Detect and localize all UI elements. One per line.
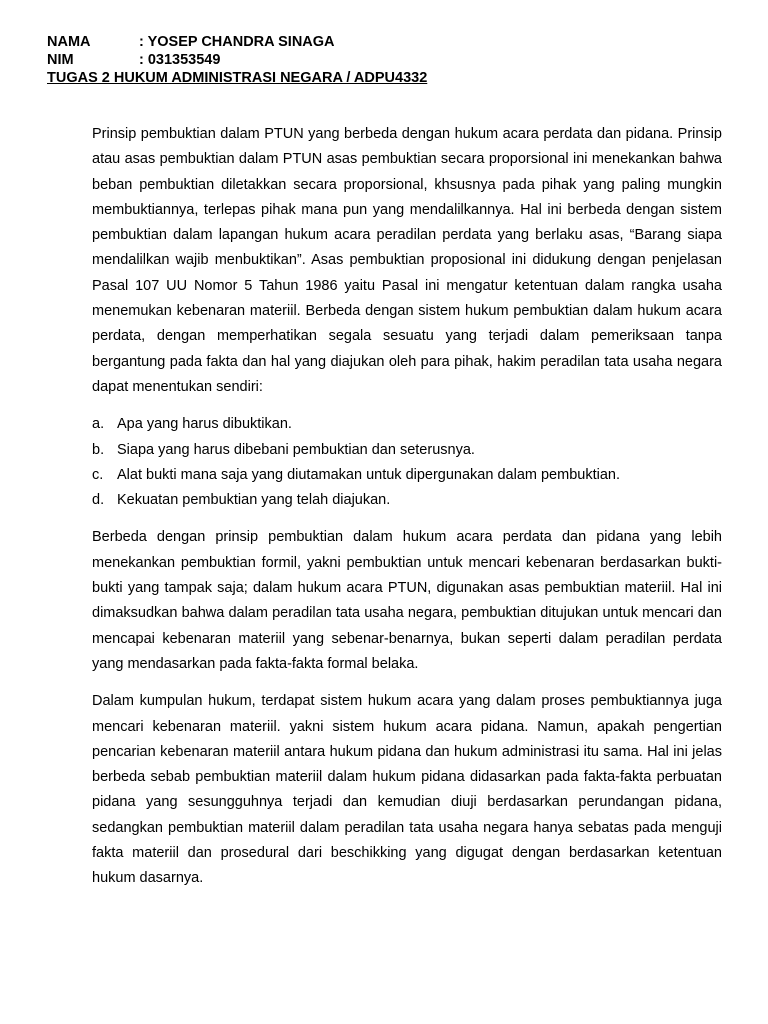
list-item [92,412,722,437]
student-header [47,33,427,87]
name-row [47,33,427,51]
list-marker: b. [92,441,105,458]
list-item-text: Kekuatan pembuktian yang telah diajukan. [117,492,391,509]
list-marker: c. [92,466,104,483]
list-marker: a. [92,416,105,433]
assignment-title: TUGAS 2 HUKUM ADMINISTRASI NEGARA / ADPU4332 [47,70,428,86]
nim-row [47,51,427,69]
list-item-text: Siapa yang harus dibebani pembuktian dan seterusnya. [117,441,475,458]
name-label: NAMA [47,34,91,50]
list-item [92,438,722,463]
nim-value: : 031353549 [139,52,221,68]
list-item [92,488,722,513]
paragraph: Berbeda dengan prinsip pembuktian dalam hukum acara perdata dan pidana yang lebih menekankan pembuktian formil, yakni pembuktian untuk mencari kebenaran berdasarkan bukti-bukti yang tampak saja; dalam hukum acara PTUN, digunakan asas pembuktian materiil. Hal ini dimaksudkan bahwa dalam peradilan tata usaha negara, pembuktian ditujukan untuk mencari dan mencapai kebenaran materiil yang sebenar-benarnya, bukan seperti dalam peradilan perdata yang mendasarkan pada fakta-fakta formal belaka. [92,529,722,672]
list-marker: d. [92,492,105,509]
name-value: : YOSEP CHANDRA SINAGA [139,34,335,50]
list-item [92,463,722,488]
paragraph: Prinsip pembuktian dalam PTUN yang berbeda dengan hukum acara perdata dan pidana. Prinsip atau asas pembuktian dalam PTUN asas pembuktian secara proporsional ini menekankan bahwa beban pembuktian diletakkan secara proporsional, khsusnya pada pihak yang paling mungkin membuktiannya, terlepas pihak mana pun yang mendalilkannya. Hal ini berbeda dengan sistem pembuktian dalam lapangan hukum acara peradilan perdata yang berlaku asas, “Barang siapa mendalilkan wajib menbuktikan”. Asas pembuktian proposional ini didukung dengan penjelasan Pasal 107 UU Nomor 5 Tahun 1986 yaitu Pasal ini mengatur ketentuan dalam rangka usaha menemukan kebenaran materiil. Berbeda dengan sistem hukum pembuktian dalam hukum acara perdata, dengan memperhatikan segala sesuatu yang terjadi dalam pemeriksaan tanpa bergantung pada fakta dan hal yang diajukan oleh para pihak, hakim peradilan tata usaha negara dapat menentukan sendiri: [92,126,722,395]
list-item-text: Alat bukti mana saja yang diutamakan untuk dipergunakan dalam pembuktian. [117,466,620,483]
paragraph: Dalam kumpulan hukum, terdapat sistem hukum acara yang dalam proses pembuktiannya juga mencari kebenaran materiil. yakni sistem hukum acara pidana. Namun, apakah pengertian pencarian kebenaran materiil antara hukum pidana dan hukum administrasi itu sama. Hal ini jelas berbeda sebab pembuktian materiil dalam hukum pidana didasarkan pada fakta-fakta perbuatan pidana yang sesungguhnya terjadi dan kemudian diuji berdasarkan perundangan pidana, sedangkan pembuktian materiil dalam peradilan tata usaha negara hanya sebatas pada menguji fakta materiil dan prosedural dari beschikking yang digugat dengan berdasarkan ketentuan hukum dasarnya. [92,693,722,887]
document-body [92,122,722,904]
nim-label: NIM [47,52,74,68]
list-item-text: Apa yang harus dibuktikan. [117,416,292,433]
criteria-list [92,412,722,513]
